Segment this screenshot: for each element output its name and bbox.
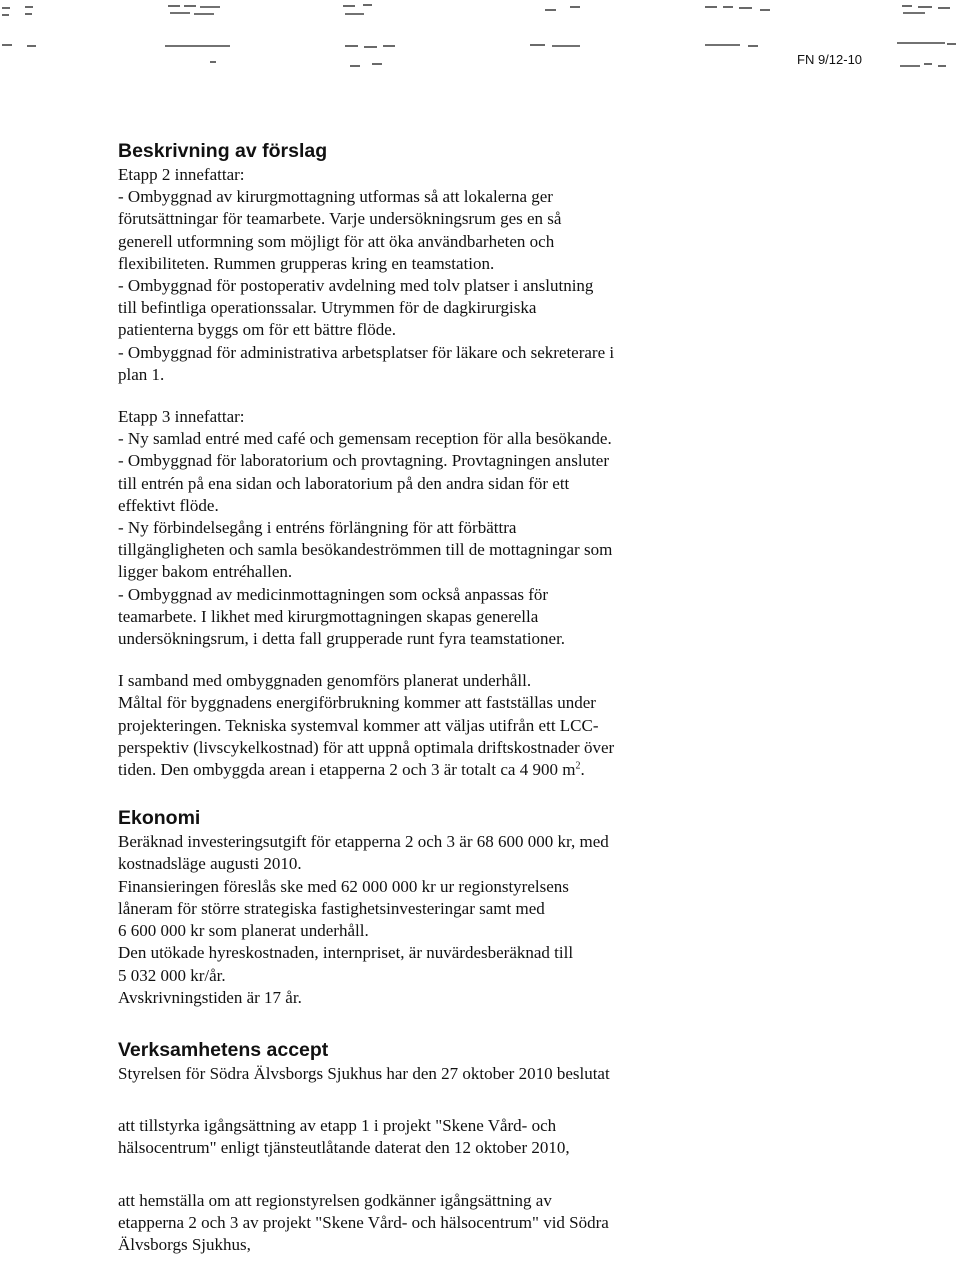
etapp3-line: till entrén på ena sidan och laboratorium på den andra sidan för ett — [118, 473, 570, 493]
decision-line: att hemställa om att regionstyrelsen godkänner igångsättning av — [118, 1190, 552, 1210]
decision-line: hälsocentrum" enligt tjänsteutlåtande daterat den 12 oktober 2010, — [118, 1138, 570, 1158]
spacer — [118, 1009, 718, 1037]
etapp2-line: till befintliga operationssalar. Utrymmen för de dagkirurgiska — [118, 298, 537, 318]
spacer — [118, 386, 718, 406]
ekonomi-line: låneram för större strategiska fastighetsinvesteringar samt med — [118, 898, 545, 918]
heading-beskrivning: Beskrivning av förslag — [118, 140, 328, 162]
document-reference: FN 9/12-10 — [797, 52, 863, 67]
etapp2-line: - Ombyggnad av kirurgmottagning utformas så att lokalerna ger — [118, 187, 553, 207]
ekonomi-line: 6 600 000 kr som planerat underhåll. — [118, 921, 369, 941]
page-header — [0, 0, 960, 80]
spacer — [118, 650, 718, 670]
etapp3-intro: Etapp 3 innefattar: — [118, 407, 245, 427]
heading-ekonomi: Ekonomi — [118, 807, 201, 830]
etapp3-line: - Ny samlad entré med café och gemensam reception för alla besökande. — [118, 429, 612, 449]
ekonomi-line: Den utökade hyreskostnaden, internpriset, är nuvärdesberäknad till — [118, 943, 574, 963]
etapp3-line: teamarbete. I likhet med kirurgmottagningen skapas generella — [118, 606, 539, 626]
area-end: . — [580, 760, 585, 780]
accept-intro: Styrelsen för Södra Älvsborgs Sjukhus har den 27 oktober 2010 beslutat — [118, 1063, 610, 1083]
underhall-line: Måltal för byggnadens energiförbrukning kommer att fastställas under — [118, 693, 596, 713]
etapp2-line: - Ombyggnad för administrativa arbetsplatser för läkare och sekreterare i — [118, 342, 615, 362]
decision-line: att tillstyrka igångsättning av etapp 1 i projekt "Skene Vård- och — [118, 1116, 557, 1136]
document-body — [118, 138, 718, 1256]
spacer — [118, 1160, 718, 1190]
decision-line: etapperna 2 och 3 av projekt "Skene Vård- och hälsocentrum" vid Södra — [118, 1212, 609, 1232]
underhall-line: I samband med ombyggnaden genomförs planerat underhåll. — [118, 671, 532, 691]
ekonomi-line: 5 032 000 kr/år. — [118, 965, 226, 985]
spacer — [118, 1085, 718, 1115]
underhall-line: perspektiv (livscykelkostnad) för att uppnå optimala driftskostnader över — [118, 737, 615, 757]
area-line — [118, 759, 718, 781]
etapp3-line: ligger bakom entréhallen. — [118, 562, 293, 582]
spacer — [118, 781, 718, 805]
ekonomi-line: Beräknad investeringsutgift för etapperna 2 och 3 är 68 600 000 kr, med — [118, 832, 609, 852]
etapp3-line: effektivt flöde. — [118, 495, 219, 515]
header-scan-artifacts — [0, 0, 960, 80]
etapp2-line: generell utformning som möjligt för att öka användbarheten och — [118, 231, 555, 251]
etapp2-line: patienterna byggs om för ett bättre flöde. — [118, 320, 397, 340]
area-unit-exponent: 2 — [575, 760, 581, 772]
heading-verksamhetens-accept: Verksamhetens accept — [118, 1038, 329, 1061]
ekonomi-line: Avskrivningstiden är 17 år. — [118, 987, 302, 1007]
etapp2-line: plan 1. — [118, 364, 165, 384]
etapp3-line: tillgängligheten och samla besökandeströmmen till de mottagningar som — [118, 540, 613, 560]
etapp3-line: undersökningsrum, i detta fall grupperade runt fyra teamstationer. — [118, 629, 566, 649]
ekonomi-line: kostnadsläge augusti 2010. — [118, 854, 302, 874]
underhall-line: projekteringen. Tekniska systemval kommer att väljas utifrån ett LCC- — [118, 715, 599, 735]
etapp2-line: förutsättningar för teamarbete. Varje undersökningsrum ges en så — [118, 209, 562, 229]
decision-line: Älvsborgs Sjukhus, — [118, 1234, 251, 1254]
etapp2-line: - Ombyggnad för postoperativ avdelning med tolv platser i anslutning — [118, 276, 594, 296]
etapp2-line: flexibiliteten. Rummen grupperas kring en teamstation. — [118, 253, 495, 273]
etapp2-intro: Etapp 2 innefattar: — [118, 165, 245, 184]
etapp3-line: - Ombyggnad av medicinmottagningen som också anpassas för — [118, 584, 549, 604]
area-text: tiden. Den ombyggda arean i etapperna 2 och 3 är totalt ca 4 900 m — [118, 760, 576, 780]
etapp3-line: - Ombyggnad för laboratorium och provtagning. Provtagningen ansluter — [118, 451, 609, 471]
ekonomi-line: Finansieringen föreslås ske med 62 000 000 kr ur regionstyrelsens — [118, 876, 569, 896]
etapp3-line: - Ny förbindelsegång i entréns förlängning för att förbättra — [118, 518, 517, 538]
